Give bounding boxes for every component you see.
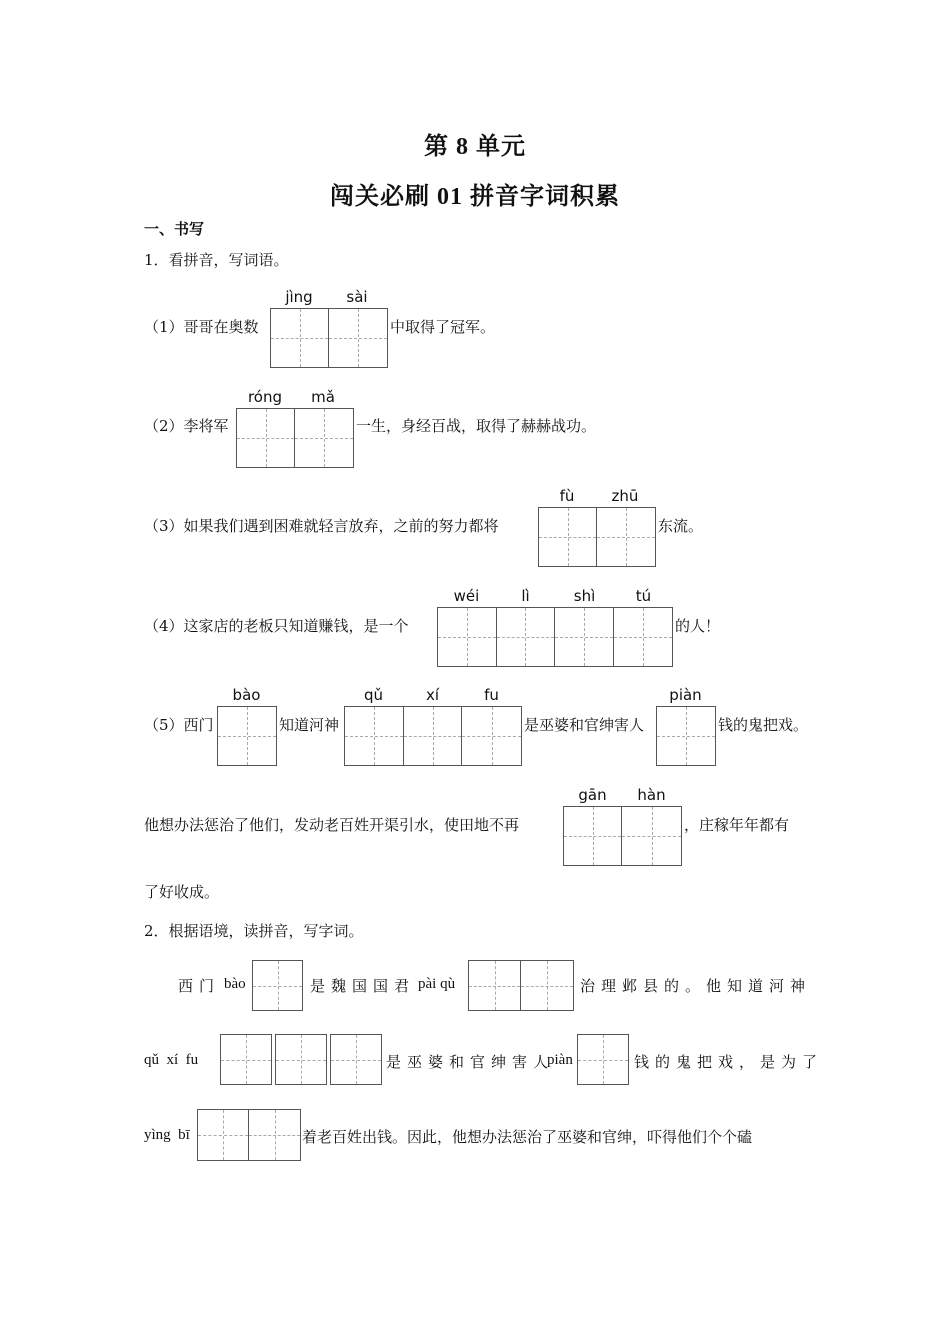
tianzi-grid[interactable] [236,408,354,468]
question-text: 中取得了冠军。 [390,318,496,336]
pinyin-label: bào [232,686,261,704]
tianzi-grid[interactable] [217,706,277,766]
pinyin-inline: bào [224,976,246,992]
pinyin-label: lì [521,587,530,605]
tianzi-grid[interactable] [252,960,303,1011]
passage-text: 是魏国国君 [310,977,416,995]
tianzi-grid[interactable] [220,1034,382,1085]
question-text: 他想办法惩治了他们，发动老百姓开渠引水，使田地不再 [144,816,520,834]
tianzi-grid[interactable] [344,706,522,766]
pinyin-inline: piàn [547,1052,573,1068]
q1-stem: 1．看拼音，写词语。 [144,251,289,269]
pinyin-label: róng [247,388,283,406]
tianzi-grid[interactable] [270,308,388,368]
pinyin-label: fu [484,686,499,704]
q2-stem: 2．根据语境，读拼音，写字词。 [144,922,364,940]
page-title: 闯关必刷 01 拼音字词积累 [330,184,620,210]
tianzi-grid[interactable] [577,1034,629,1085]
pinyin-label: qǔ [363,686,384,704]
tianzi-grid[interactable] [468,960,574,1011]
pinyin-label: hàn [637,786,666,804]
tianzi-grid[interactable] [437,607,673,667]
question-text: 一生，身经百战，取得了赫赫战功。 [356,417,597,435]
pinyin-label: gān [578,786,607,804]
question-text: 了好收成。 [144,883,220,901]
question-text: 的人！ [675,617,721,635]
question-text: （3）如果我们遇到困难就轻言放弃，之前的努力都将 [144,517,499,535]
section-label: 一、书写 [144,220,205,238]
pinyin-label: zhū [611,487,639,505]
pinyin-label: tú [635,587,652,605]
question-text: 知道河神 [279,716,340,734]
tianzi-grid[interactable] [538,507,656,567]
question-text: （2）李将军 [144,417,229,435]
tianzi-grid[interactable] [656,706,716,766]
passage-text: 是巫婆和官绅害人 [386,1053,555,1071]
question-text: ，庄稼年年都有 [684,816,790,834]
question-text: （1）哥哥在奥数 [144,318,259,336]
pinyin-label: piàn [669,686,702,704]
question-text: （4）这家店的老板只知道赚钱，是一个 [144,617,409,635]
pinyin-label: sài [346,288,368,306]
question-text: 钱的鬼把戏。 [718,716,809,734]
pinyin-label: xí [425,686,440,704]
unit-title: 第 8 单元 [424,134,526,160]
tianzi-grid[interactable] [197,1109,301,1161]
pinyin-label: shì [573,587,596,605]
passage-text: 西门 [178,977,221,995]
passage-text: 着老百姓出钱。因此，他想办法惩治了巫婆和官绅，吓得他们个个磕 [302,1128,753,1146]
pinyin-label: mǎ [311,388,335,406]
pinyin-inline: yìng bī [144,1127,190,1143]
tianzi-grid[interactable] [563,806,682,866]
passage-text: 钱的鬼把戏，是为了 [634,1053,824,1071]
question-text: 东流。 [658,517,704,535]
pinyin-label: jìng [285,288,313,306]
pinyin-inline: pài qù [418,976,456,992]
pinyin-inline: qǔ xí fu [144,1052,199,1068]
question-text: （5）西门 [144,716,214,734]
question-text: 是巫婆和官绅害人 [524,716,645,734]
passage-text: 治理邺县的。他知道河神 [580,977,812,995]
pinyin-label: wéi [453,587,480,605]
pinyin-label: fù [559,487,575,505]
